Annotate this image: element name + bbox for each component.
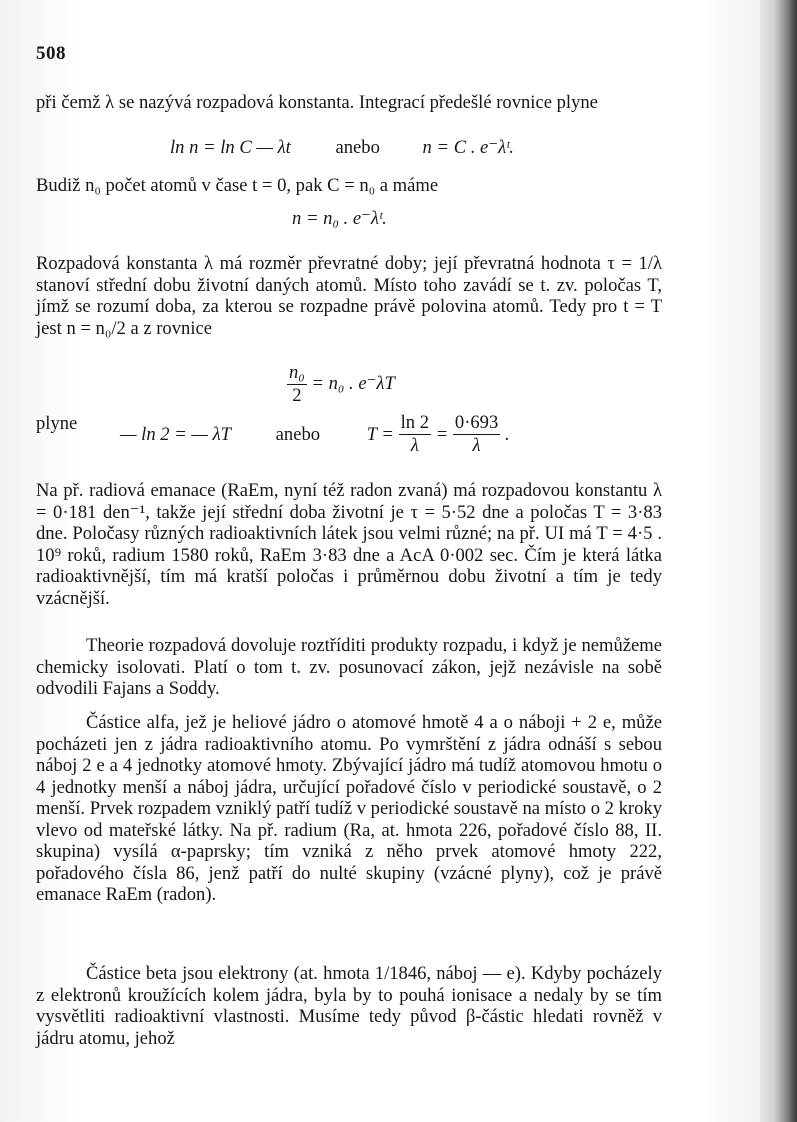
paragraph-budiz-n0: Budiž n₀ počet atomů v čase t = 0, pak C = n₀ a máme (36, 175, 439, 196)
fraction-n0-over-2 (287, 362, 307, 407)
paragraph-polocas: Rozpadová konstanta λ má rozměr převratné doby; její převratná hodnota τ = 1/λ stanoví střední dobu životní daných atomů. Místo toho zavádí se t. zv. poločas T, jímž se rozumí doba, za kterou se rozpadne právě polovina atomů. Tedy pro t = T jest n = n₀/2 a z rovnice (36, 253, 662, 339)
fraction-ln2-over-lambda (399, 412, 431, 457)
equation-halflife-T: T = (366, 423, 394, 445)
label-plyne: plyne (36, 413, 78, 434)
equation-decay-law: n = n₀ . e⁻λᵗ. (292, 208, 387, 229)
fraction-0693-denominator: λ (453, 434, 500, 457)
fraction-ln2-numerator: ln 2 (400, 412, 430, 433)
equation-ln-n-right: n = C . e⁻λᵗ. (422, 137, 514, 158)
fraction-ln2-denominator: λ (399, 434, 431, 457)
fraction-denominator: 2 (287, 384, 307, 407)
fraction-numerator: n₀ (289, 362, 305, 383)
fraction-0693-numerator: 0·693 (454, 412, 499, 433)
equation-halflife-anebo: anebo (275, 423, 321, 445)
paragraph-castice-alfa: Částice alfa, jež je heliové jádro o atomové hmotě 4 a o náboji + 2 e, může pocházeti jen z jádra radioaktivního atomu. Po vymrštění z jádra odnáší s sebou náboj 2 e a 4 jednotky atomové hmoty. Zbývající jádro má tudíž atomovou hmotu o 4 jednotky menší a náboj jádra, určující pořadové číslo v periodické soustavě, o 2 menší. Prvek rozpadem vzniklý patří tudíž v periodické soustavě na místo o 2 kroky vlevo od mateřské látky. Na př. radium (Ra, at. hmota 226, pořadové číslo 88, II. skupina) vysílá α-paprsky; tím vzniká z něho prvek atomové hmoty 222, pořadového čísla 86, jenž patří do nulté skupiny (vzácné plyny), což je právě emanace RaEm (radon). (36, 712, 662, 905)
paragraph-radiova-emanace: Na př. radiová emanace (RaEm, nyní též radon zvaná) má rozpadovou konstantu λ = 0·181 den⁻¹, takže její střední doba životní je τ = 5·52 dne a poločas T = 3·83 dne. Poločasy různých radioaktivních látek jsou velmi různé; na př. UI má T = 4·5 . 10⁹ roků, radium 1580 roků, RaEm 3·83 dne a AcA 0·002 sec. Čím je která látka radioaktivnější, tím má kratší poločas i průměrnou dobu životní a tím je tedy vzácnější. (36, 480, 662, 609)
paragraph-rozpadova-konstanta: při čemž λ se nazývá rozpadová konstanta. Integrací předešlé rovnice plyne (36, 92, 598, 113)
equation-half-decay-rhs: = n₀ . e⁻λT (311, 372, 395, 394)
fraction-0693-over-lambda (453, 412, 500, 457)
equation-halflife-equals: = (435, 423, 449, 445)
paragraph-castice-beta: Částice beta jsou elektrony (at. hmota 1/1846, náboj — e). Kdyby pocházely z elektronů kroužících kolem jádra, byla by to pouhá ionisace a nedaly by se tím vysvětliti radioaktivní vlastnosti. Musíme tedy původ β-částic hledati rovněž v jádru atomu, jehož (36, 963, 662, 1049)
equation-half-decay (287, 362, 395, 407)
equation-halflife-period: . (504, 423, 510, 445)
paragraph-theorie-rozpadova: Theorie rozpadová dovoluje roztříditi produkty rozpadu, i když je nemůžeme chemicky isolovati. Platí o tom t. zv. posunovací zákon, jejž nezávisle na sobě odvodili Fajans a Soddy. (36, 635, 662, 699)
equation-ln-n-left: ln n = ln C — λt (170, 137, 291, 158)
equation-ln-n-anebo: anebo (335, 137, 380, 158)
equation-halflife (120, 412, 510, 457)
page-number: 508 (36, 43, 66, 64)
equation-ln-n (170, 137, 514, 159)
equation-halflife-left: — ln 2 = — λT (120, 423, 232, 445)
book-spine-shadow (760, 0, 797, 1122)
